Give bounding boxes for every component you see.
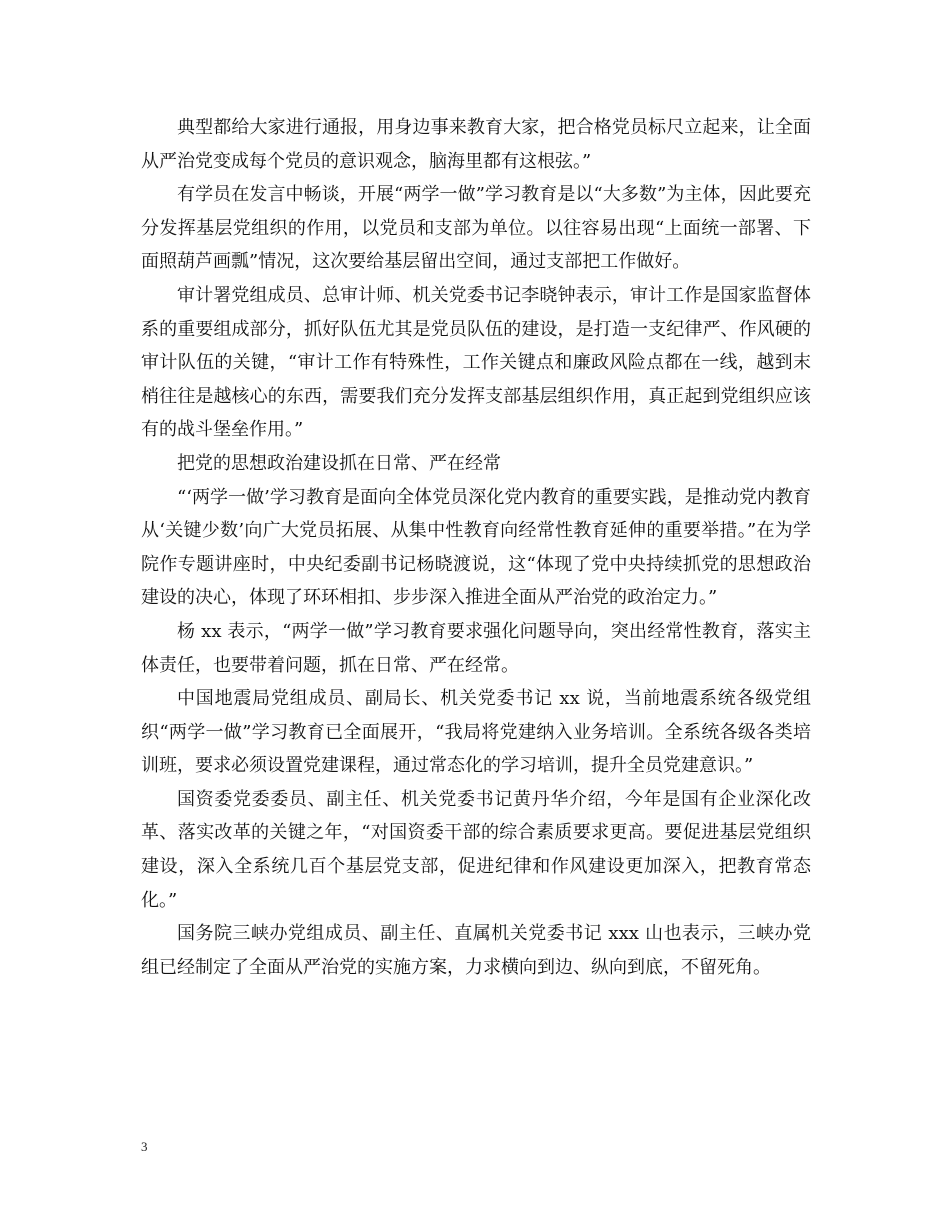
paragraph-1: 典型都给大家进行通报，用身边事来教育大家，把合格党员标尺立起来，让全面从严治党变成每个党员的意识观念，脑海里都有这根弦。” bbox=[141, 117, 811, 172]
paragraph-5: “‘两学一做’学习教育是面向全体党员深化党内教育的重要实践，是推动党内教育从‘关键少数’向广大党员拓展、从集中性教育向经常性教育延伸的重要举措。”在为学院作专题讲座时，中央纪委副书记杨晓渡说，这“体现了党中央持续抓党的思想政治建设的决心，体现了环环相扣、步步深入推进全面从严治党的政治定力。” bbox=[141, 486, 811, 609]
paragraph-7: 中国地震局党组成员、副局长、机关党委书记 xx 说，当前地震系统各级党组织“两学一做”学习教育已全面展开，“我局将党建纳入业务培训。全系统各级各类培训班，要求必须设置党建课程，通过常态化的学习培训，提升全员党建意识。” bbox=[141, 688, 811, 777]
paragraph-3: 审计署党组成员、总审计师、机关党委书记李晓钟表示，审计工作是国家监督体系的重要组成部分，抓好队伍尤其是党员队伍的建设，是打造一支纪律严、作风硬的审计队伍的关键，“审计工作有特殊性，工作关键点和廉政风险点都在一线，越到末梢往往是越核心的东西，需要我们充分发挥支部基层组织作用，真正起到党组织应该有的战斗堡垒作用。” bbox=[141, 284, 811, 441]
section-heading: 把党的思想政治建设抓在日常、严在经常 bbox=[177, 452, 501, 474]
paragraph-2: 有学员在发言中畅谈，开展“两学一做”学习教育是以“大多数”为主体，因此要充分发挥基层党组织的作用，以党员和支部为单位。以往容易出现“上面统一部署、下面照葫芦画瓢”情况，这次要给基层留出空间，通过支部把工作做好。 bbox=[141, 184, 811, 273]
paragraph-8: 国资委党委委员、副主任、机关党委书记黄丹华介绍，今年是国有企业深化改革、落实改革的关键之年，“对国资委干部的综合素质要求更高。要促进基层党组织建设，深入全系统几百个基层党支部，促进纪律和作风建设更加深入，把教育常态化。” bbox=[141, 788, 811, 911]
paragraph-9: 国务院三峡办党组成员、副主任、直属机关党委书记 xxx 山也表示，三峡办党组已经制定了全面从严治党的实施方案，力求横向到边、纵向到底，不留死角。 bbox=[141, 923, 811, 978]
page-number: 3 bbox=[141, 1139, 148, 1154]
document-body bbox=[141, 111, 811, 984]
paragraph-6: 杨 xx 表示，“两学一做”学习教育要求强化问题导向，突出经常性教育，落实主体责任，也要带着问题，抓在日常、严在经常。 bbox=[141, 620, 811, 676]
